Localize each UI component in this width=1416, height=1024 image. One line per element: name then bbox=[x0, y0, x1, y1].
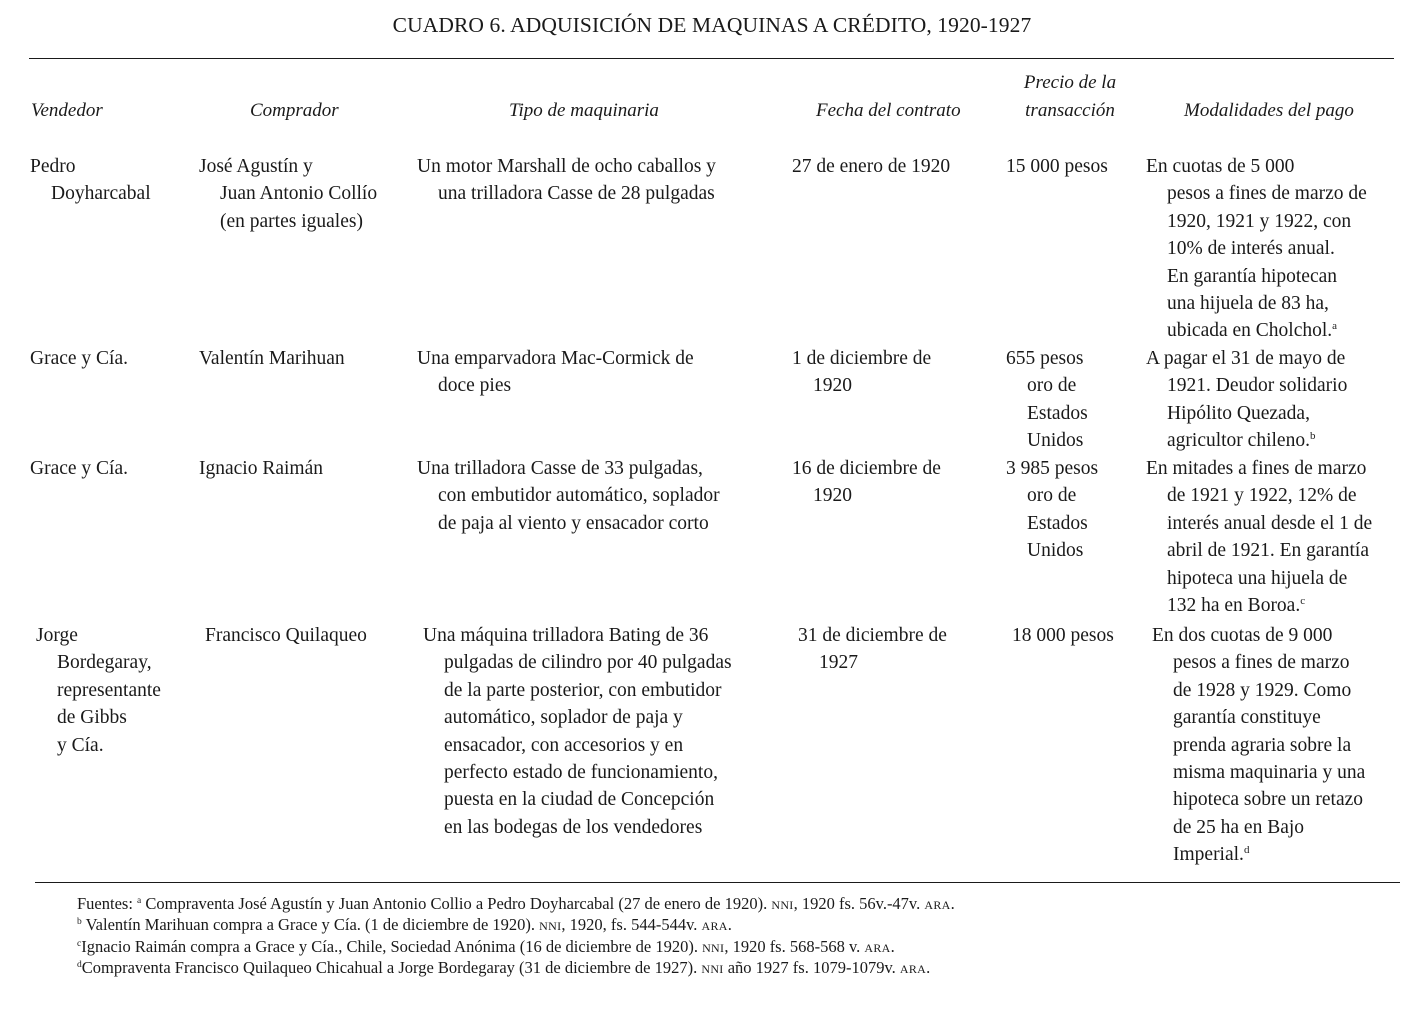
cell-line bbox=[792, 153, 950, 180]
column-header-precio-line2: transacción bbox=[1025, 100, 1115, 121]
table-cell-tipo bbox=[423, 622, 732, 841]
cell-line bbox=[1146, 537, 1372, 564]
table-cell-precio bbox=[1006, 455, 1098, 565]
cell-line bbox=[1006, 153, 1108, 180]
cell-line-text: perfecto estado de funcionamiento, bbox=[444, 762, 718, 784]
cell-line bbox=[1152, 814, 1365, 841]
note-repo: ara bbox=[864, 936, 891, 956]
cell-line bbox=[1006, 510, 1098, 537]
note-text: Compraventa Francisco Quilaqueo Chicahual a Jorge Bordegaray (31 de diciembre de 1927). bbox=[81, 957, 698, 977]
footnote-marker[interactable]: a bbox=[1332, 320, 1338, 333]
cell-line bbox=[1152, 622, 1365, 649]
cell-line bbox=[1146, 455, 1372, 482]
cell-line-text: Bordegaray, bbox=[57, 652, 152, 674]
cell-line bbox=[199, 153, 377, 180]
table-cell-tipo bbox=[417, 153, 716, 208]
cell-line bbox=[199, 180, 377, 207]
column-header-precio-line1: Precio de la bbox=[1023, 72, 1117, 93]
cell-line bbox=[36, 649, 161, 676]
cell-line-text: Jorge bbox=[36, 625, 78, 646]
cell-line-text: 1927 bbox=[819, 652, 858, 674]
cell-line bbox=[423, 649, 732, 676]
column-header-tipo: Tipo de maquinaria bbox=[509, 100, 659, 121]
table-cell-modalidades bbox=[1152, 622, 1365, 869]
note-ref: , 1920, fs. 544-544v. bbox=[561, 915, 698, 935]
note-mark: a bbox=[137, 896, 142, 906]
cell-line bbox=[199, 208, 377, 235]
cell-line bbox=[1152, 759, 1365, 786]
column-header-precio bbox=[1010, 69, 1130, 125]
source-note: $^d$Compraventa Francisco Quilaqueo Chicahual a Jorge Bordegaray (31 de diciembre de 1927). nni año 1927 fs. 1079-1079v. ara. bbox=[77, 957, 931, 977]
cell-line-text: 132 ha en Boroa. bbox=[1167, 595, 1301, 617]
source-note: Fuentes: $^a$ Compraventa José Agustín y Juan Antonio Collio a Pedro Doyharcabal (27 de enero de 1920). nni, 1920 fs. 56v.-47v. ara. bbox=[77, 894, 955, 913]
table-cell-precio bbox=[1006, 153, 1108, 180]
top-rule bbox=[29, 58, 1394, 59]
cell-line bbox=[417, 510, 720, 537]
cell-line bbox=[417, 180, 716, 207]
footnote-marker[interactable]: b bbox=[1309, 430, 1316, 443]
cell-line bbox=[36, 622, 161, 649]
cell-line-text: Unidos bbox=[1027, 430, 1084, 452]
note-mark: d bbox=[77, 959, 82, 970]
cell-line-text: Una emparvadora Mac-Cormick de bbox=[417, 348, 694, 369]
cell-line-text: En dos cuotas de 9 000 bbox=[1152, 625, 1333, 646]
table-cell-comprador bbox=[199, 153, 377, 235]
cell-line-text: En mitades a fines de marzo bbox=[1146, 458, 1367, 479]
table-cell-comprador bbox=[199, 455, 323, 482]
cell-line bbox=[1006, 400, 1088, 427]
cell-line-text: hipoteca sobre un retazo bbox=[1173, 789, 1364, 811]
cell-line bbox=[1146, 592, 1372, 619]
cell-line bbox=[792, 372, 931, 399]
cell-line-text: Pedro bbox=[30, 156, 76, 177]
cell-line-text: de la parte posterior, con embutidor bbox=[444, 679, 722, 701]
cell-line-text: de 1928 y 1929. Como bbox=[1173, 679, 1352, 701]
cell-line bbox=[1146, 400, 1347, 427]
cell-line bbox=[423, 677, 732, 704]
cell-line-text: de Gibbs bbox=[57, 707, 127, 729]
note-archive: nni bbox=[701, 957, 724, 977]
cell-line-text: A pagar el 31 de mayo de bbox=[1146, 348, 1346, 369]
table-cell-modalidades bbox=[1146, 455, 1372, 619]
cell-line-text: (en partes iguales) bbox=[220, 210, 363, 232]
note-archive: nni bbox=[771, 894, 794, 913]
column-header-fecha: Fecha del contrato bbox=[816, 100, 961, 121]
cell-line-text: una hijuela de 83 ha, bbox=[1167, 293, 1329, 315]
cell-line bbox=[798, 622, 947, 649]
note-ref: , 1920 fs. 56v.-47v. bbox=[793, 894, 921, 913]
cell-line-text: 655 pesos bbox=[1006, 348, 1084, 369]
cell-line bbox=[423, 732, 732, 759]
note-text: Compraventa José Agustín y Juan Antonio Collio a Pedro Doyharcabal (27 de enero de 1920). bbox=[145, 894, 768, 913]
cell-line bbox=[1146, 290, 1367, 317]
cell-line bbox=[792, 455, 941, 482]
cell-line-text: Juan Antonio Collío bbox=[220, 183, 378, 205]
note-repo: ara bbox=[701, 915, 728, 935]
cell-line bbox=[792, 482, 941, 509]
cell-line bbox=[1152, 649, 1365, 676]
table-cell-vendedor bbox=[36, 622, 161, 759]
cell-line-text: 10% de interés anual. bbox=[1167, 238, 1335, 260]
cell-line-text: pulgadas de cilindro por 40 pulgadas bbox=[444, 652, 732, 674]
cell-line-text: 31 de diciembre de bbox=[798, 625, 947, 646]
cell-line-text: 1920 bbox=[813, 485, 852, 507]
table-cell-tipo bbox=[417, 455, 720, 537]
cell-line-text: oro de bbox=[1027, 375, 1077, 397]
table-cell-comprador bbox=[205, 622, 367, 649]
cell-line-text: Imperial. bbox=[1173, 844, 1244, 866]
note-repo: ara bbox=[899, 957, 927, 977]
cell-line bbox=[1152, 786, 1365, 813]
footnote-marker[interactable]: c bbox=[1300, 595, 1306, 608]
cell-line-text: Valentín Marihuan bbox=[199, 348, 345, 369]
cell-line bbox=[417, 482, 720, 509]
cell-line-text: oro de bbox=[1027, 485, 1077, 507]
cell-line bbox=[1146, 510, 1372, 537]
cell-line bbox=[1146, 482, 1372, 509]
cell-line-text: Una trilladora Casse de 33 pulgadas, bbox=[417, 458, 703, 479]
cell-line bbox=[30, 153, 151, 180]
cell-line bbox=[1146, 235, 1367, 262]
cell-line-text: pesos a fines de marzo de bbox=[1167, 183, 1367, 205]
table-title: CUADRO 6. ADQUISICIÓN DE MAQUINAS A CRÉDITO, 1920-1927 bbox=[392, 13, 1032, 37]
cell-line bbox=[1006, 372, 1088, 399]
source-note: $^b$ Valentín Marihuan compra a Grace y Cía. (1 de diciembre de 1920). nni, 1920, fs. 544-544v. ara. bbox=[77, 915, 732, 935]
cell-line bbox=[199, 345, 345, 372]
cell-line bbox=[1012, 622, 1114, 649]
cell-line-text: José Agustín y bbox=[199, 156, 313, 177]
cell-line bbox=[1146, 180, 1367, 207]
cell-line bbox=[1006, 537, 1098, 564]
cell-line-text: abril de 1921. En garantía bbox=[1167, 540, 1369, 562]
cell-line-text: y Cía. bbox=[57, 734, 104, 756]
cell-line-text: 27 de enero de 1920 bbox=[792, 156, 951, 177]
cell-line-text: Doyharcabal bbox=[51, 183, 151, 205]
bottom-rule bbox=[35, 882, 1400, 883]
cell-line-text: En garantía hipotecan bbox=[1167, 265, 1338, 287]
cell-line bbox=[30, 455, 128, 482]
cell-line-text: En cuotas de 5 000 bbox=[1146, 156, 1295, 177]
cell-line bbox=[30, 345, 128, 372]
table-cell-modalidades bbox=[1146, 345, 1347, 455]
cell-line-text: Estados bbox=[1027, 402, 1088, 424]
note-ref: año 1927 fs. 1079-1079v. bbox=[723, 957, 896, 977]
cell-line bbox=[417, 345, 694, 372]
cell-line bbox=[36, 677, 161, 704]
cell-line-text: 18 000 pesos bbox=[1012, 625, 1114, 646]
cell-line-text: Un motor Marshall de ocho caballos y bbox=[417, 156, 716, 177]
table-cell-precio bbox=[1012, 622, 1114, 649]
cell-line bbox=[205, 622, 367, 649]
cell-line-text: agricultor chileno. bbox=[1167, 430, 1310, 452]
table-cell-comprador bbox=[199, 345, 345, 372]
cell-line bbox=[423, 786, 732, 813]
cell-line-text: 1 de diciembre de bbox=[792, 348, 932, 369]
cell-line bbox=[1152, 677, 1365, 704]
cell-line bbox=[792, 345, 931, 372]
table-cell-fecha bbox=[792, 345, 931, 400]
column-header-modalidades: Modalidades del pago bbox=[1184, 100, 1354, 121]
cell-line bbox=[1146, 317, 1367, 344]
table-cell-modalidades bbox=[1146, 153, 1367, 345]
cell-line-text: ubicada en Cholchol. bbox=[1167, 320, 1333, 342]
cell-line-text: 16 de diciembre de bbox=[792, 458, 941, 479]
cell-line bbox=[417, 455, 720, 482]
source-note: $^c$Ignacio Raimán compra a Grace y Cía., Chile, Sociedad Anónima (16 de diciembre de 1920). nni, 1920 fs. 568-568 v. ara. bbox=[77, 936, 895, 956]
table-cell-vendedor bbox=[30, 153, 151, 208]
cell-line-text: 3 985 pesos bbox=[1006, 458, 1099, 479]
cell-line bbox=[423, 622, 732, 649]
cell-line-text: Ignacio Raimán bbox=[199, 458, 323, 479]
cell-line bbox=[1152, 704, 1365, 731]
note-mark: c bbox=[77, 938, 82, 949]
cell-line bbox=[1146, 153, 1367, 180]
note-repo: ara bbox=[924, 894, 951, 913]
cell-line bbox=[36, 704, 161, 731]
cell-line-text: interés anual desde el 1 de bbox=[1167, 512, 1373, 534]
cell-line-text: con embutidor automático, soplador bbox=[438, 485, 720, 507]
cell-line bbox=[423, 759, 732, 786]
cell-line-text: prenda agraria sobre la bbox=[1173, 734, 1352, 756]
column-header-vendedor: Vendedor bbox=[31, 100, 103, 121]
cell-line bbox=[1152, 841, 1365, 868]
table-cell-vendedor bbox=[30, 455, 128, 482]
cell-line bbox=[1006, 482, 1098, 509]
note-text: Valentín Marihuan compra a Grace y Cía. (1 de diciembre de 1920). bbox=[85, 915, 536, 935]
table-cell-tipo bbox=[417, 345, 694, 400]
cell-line bbox=[417, 372, 694, 399]
cell-line bbox=[1146, 372, 1347, 399]
cell-line bbox=[1006, 345, 1088, 372]
note-archive: nni bbox=[702, 936, 725, 956]
cell-line bbox=[1146, 345, 1347, 372]
cell-line bbox=[1146, 427, 1347, 454]
cell-line-text: Grace y Cía. bbox=[30, 458, 128, 479]
note-mark: b bbox=[77, 917, 82, 928]
cell-line-text: 1921. Deudor solidario bbox=[1167, 375, 1348, 397]
cell-line bbox=[199, 455, 323, 482]
cell-line-text: de paja al viento y ensacador corto bbox=[438, 512, 709, 534]
cell-line bbox=[798, 649, 947, 676]
cell-line bbox=[417, 153, 716, 180]
table-cell-fecha bbox=[792, 153, 950, 180]
column-header-comprador: Comprador bbox=[250, 100, 339, 121]
cell-line-text: de 25 ha en Bajo bbox=[1173, 816, 1305, 838]
cell-line-text: una trilladora Casse de 28 pulgadas bbox=[438, 183, 715, 205]
note-ref: , 1920 fs. 568-568 v. bbox=[724, 936, 861, 956]
cell-line-text: misma maquinaria y una bbox=[1173, 762, 1366, 784]
cell-line-text: pesos a fines de marzo bbox=[1173, 652, 1350, 674]
cell-line bbox=[1006, 455, 1098, 482]
cell-line-text: 1920, 1921 y 1922, con bbox=[1167, 210, 1352, 232]
cell-line-text: 1920 bbox=[813, 375, 852, 397]
cell-line bbox=[1152, 732, 1365, 759]
cell-line-text: de 1921 y 1922, 12% de bbox=[1167, 485, 1357, 507]
cell-line-text: Hipólito Quezada, bbox=[1167, 402, 1310, 424]
cell-line-text: 15 000 pesos bbox=[1006, 156, 1108, 177]
cell-line bbox=[423, 704, 732, 731]
cell-line-text: Una máquina trilladora Bating de 36 bbox=[423, 625, 709, 646]
cell-line bbox=[1146, 263, 1367, 290]
cell-line bbox=[36, 732, 161, 759]
cell-line bbox=[1006, 427, 1088, 454]
note-archive: nni bbox=[539, 915, 562, 935]
footnote-marker[interactable]: d bbox=[1243, 844, 1250, 857]
note-text: Ignacio Raimán compra a Grace y Cía., Chile, Sociedad Anónima (16 de diciembre de 1920). bbox=[81, 936, 698, 956]
sources-footnotes bbox=[77, 893, 955, 978]
cell-line-text: Unidos bbox=[1027, 540, 1084, 562]
cell-line-text: Estados bbox=[1027, 512, 1088, 534]
cell-line-text: doce pies bbox=[438, 375, 512, 397]
cell-line-text: representante bbox=[57, 679, 161, 701]
table-cell-fecha bbox=[798, 622, 947, 677]
cell-line-text: Francisco Quilaqueo bbox=[205, 625, 367, 646]
cell-line bbox=[1146, 208, 1367, 235]
cell-line-text: garantía constituye bbox=[1173, 707, 1321, 729]
cell-line bbox=[423, 814, 732, 841]
cell-line-text: en las bodegas de los vendedores bbox=[444, 816, 703, 838]
sources-prefix: Fuentes: bbox=[77, 894, 133, 913]
cell-line-text: automático, soplador de paja y bbox=[444, 707, 683, 729]
table-cell-precio bbox=[1006, 345, 1088, 455]
cell-line-text: Grace y Cía. bbox=[30, 348, 128, 369]
cell-line bbox=[30, 180, 151, 207]
cell-line-text: ensacador, con accesorios y en bbox=[444, 734, 684, 756]
cell-line bbox=[1146, 565, 1372, 592]
cell-line-text: hipoteca una hijuela de bbox=[1167, 567, 1348, 589]
cell-line-text: puesta en la ciudad de Concepción bbox=[444, 789, 715, 811]
table-cell-fecha bbox=[792, 455, 941, 510]
table-cell-vendedor bbox=[30, 345, 128, 372]
